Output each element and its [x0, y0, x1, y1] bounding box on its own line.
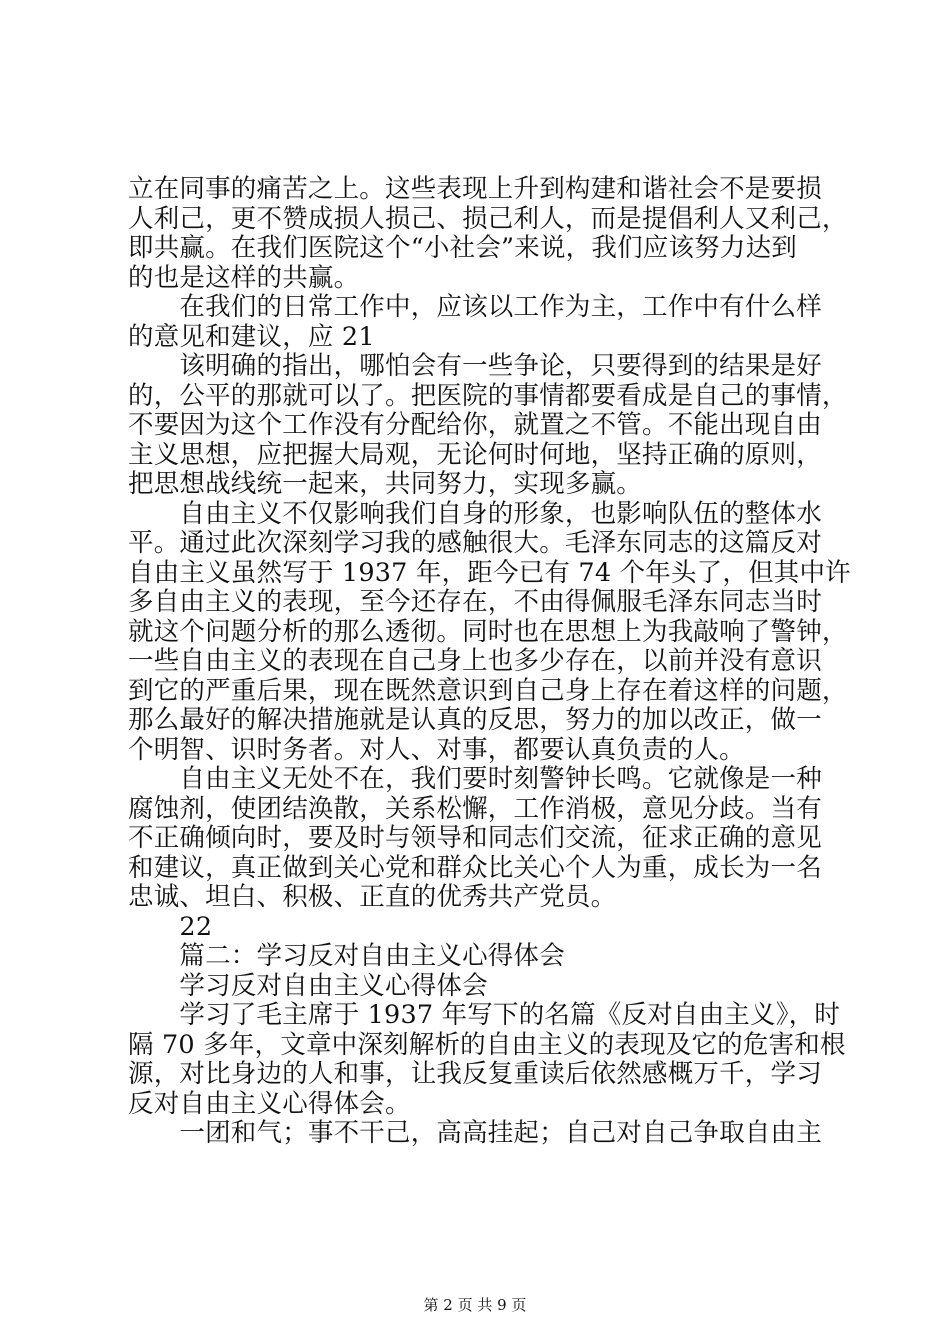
- document-body: [128, 174, 851, 1149]
- text-line: 不正确倾向时，要及时与领导和同志们交流，征求正确的意见: [128, 823, 822, 853]
- text-line: 个明智、识时务者。对人、对事，都要认真负责的人。: [128, 734, 745, 765]
- text-line: 腐蚀剂，使团结涣散，关系松懈，工作消极，意见分歧。当有: [128, 793, 822, 824]
- text-line: 的，公平的那就可以了。把医院的事情都要看成是自己的事情，: [128, 380, 848, 411]
- text-line: 主义思想，应把握大局观，无论何时何地，坚持正确的原则，: [128, 439, 822, 470]
- text-line: 到它的严重后果，现在既然意识到自己身上存在着这样的问题，: [128, 675, 848, 706]
- section-heading: 篇二：学习反对自由主义心得体会: [128, 941, 565, 971]
- text-line: 人利己，更不赞成损人损己、损己利人，而是提倡利人又利己，: [128, 203, 848, 234]
- text-line: 的意见和建议，应 21: [128, 321, 375, 352]
- text-line: 不要因为这个工作没有分配给你，就置之不管。不能出现自由: [128, 410, 822, 440]
- text-line: 平。通过此次深刻学习我的感触很大。毛泽东同志的这篇反对: [128, 528, 822, 558]
- page-footer: [0, 1296, 950, 1314]
- text-line: 反对自由主义心得体会。: [128, 1088, 411, 1119]
- text-line: 一些自由主义的表现在自己身上也多少存在，以前并没有意识: [128, 646, 822, 676]
- page-number-marker: 22: [128, 911, 213, 942]
- text-line: 在我们的日常工作中，应该以工作为主，工作中有什么样: [128, 292, 822, 322]
- text-line: 隔 70 多年，文章中深刻解析的自由主义的表现及它的危害和根: [128, 1029, 846, 1060]
- text-line: 自由主义不仅影响我们自身的形象，也影响队伍的整体水: [128, 498, 822, 529]
- text-line: 源，对比身边的人和事，让我反复重读后依然感概万千，学习: [128, 1059, 822, 1089]
- text-line: 学习了毛主席于 1937 年写下的名篇《反对自由主义》，时: [128, 1000, 841, 1030]
- text-line: 那么最好的解决措施就是认真的反思，努力的加以改正，做一: [128, 705, 822, 735]
- text-line: 忠诚、坦白、积极、正直的优秀共产党员。: [128, 882, 617, 912]
- text-line: 多自由主义的表现，至今还存在，不由得佩服毛泽东同志当时: [128, 587, 822, 617]
- text-line: 和建议，真正做到关心党和群众比关心个人为重，成长为一名: [128, 852, 822, 883]
- text-line: 立在同事的痛苦之上。这些表现上升到构建和谐社会不是要损: [128, 174, 822, 204]
- text-line: 即共赢。在我们医院这个“小社会”来说，我们应该努力达到: [128, 233, 797, 263]
- page-count-label: 第 2 页 共 9 页: [423, 1296, 527, 1314]
- text-line: 把思想战线统一起来，共同努力，实现多赢。: [128, 469, 643, 499]
- text-line: 该明确的指出，哪怕会有一些争论，只要得到的结果是好: [128, 351, 822, 381]
- text-line: 就这个问题分析的那么透彻。同时也在思想上为我敲响了警钟，: [128, 616, 848, 647]
- text-line: 自由主义无处不在，我们要时刻警钟长鸣。它就像是一种: [128, 764, 822, 794]
- text-line: 的也是这样的共赢。: [128, 262, 360, 293]
- article-title: 学习反对自由主义心得体会: [128, 970, 488, 1001]
- text-line: 一团和气；事不干己，高高挂起；自己对自己争取自由主: [128, 1118, 822, 1148]
- text-line: 自由主义虽然写于 1937 年，距今已有 74 个年头了，但其中许: [128, 557, 851, 588]
